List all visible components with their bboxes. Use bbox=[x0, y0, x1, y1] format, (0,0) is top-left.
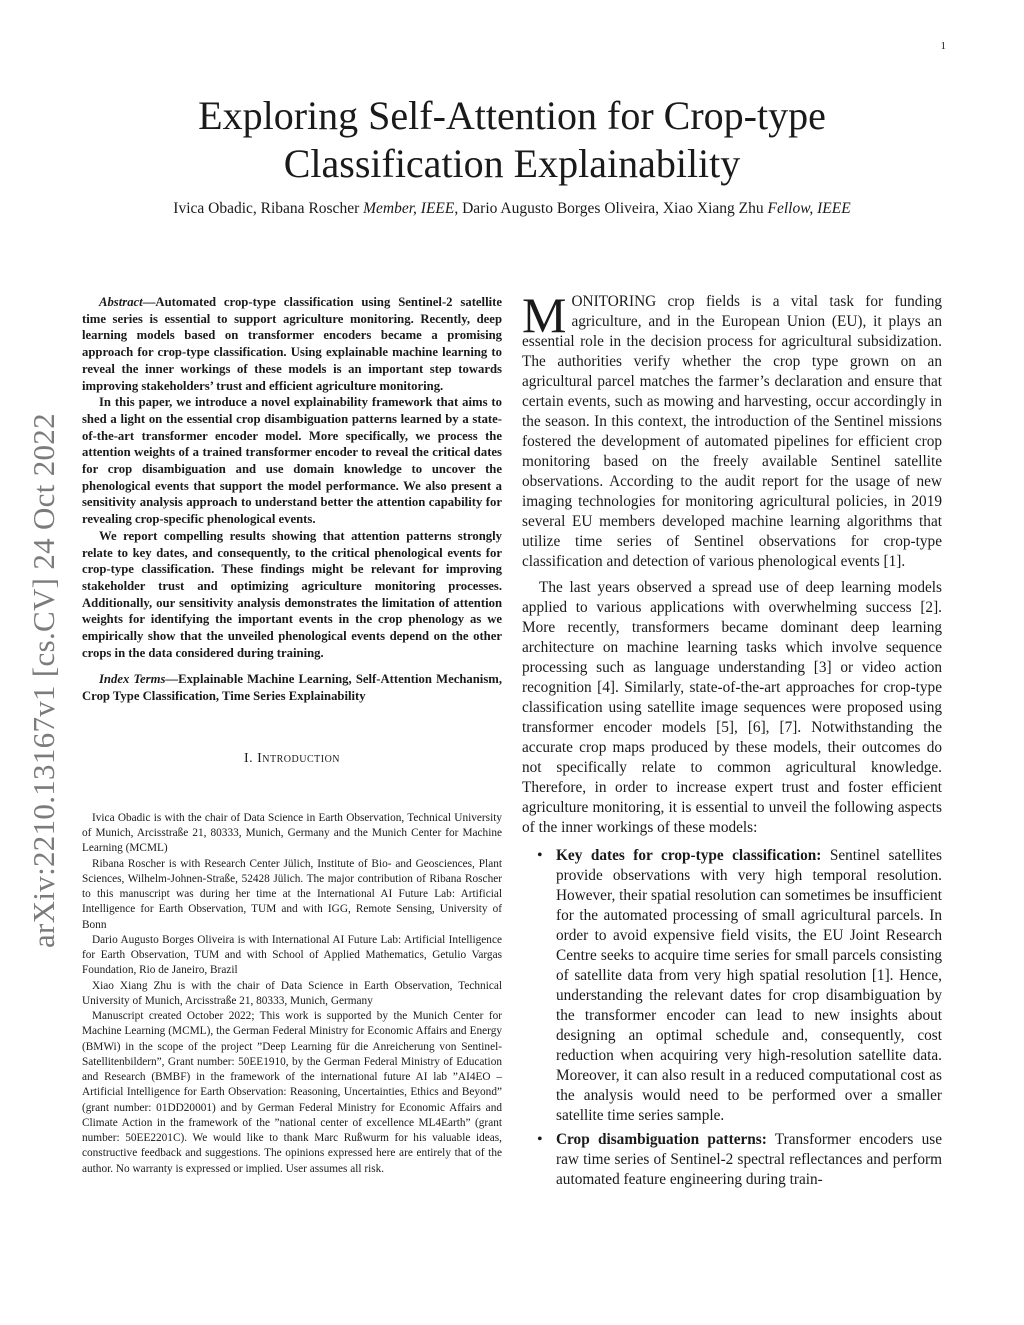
list-item-text: Transformer encoders use raw time series of Sentinel-2 spectral reflectances and perform automated feature engineering during train- bbox=[556, 1131, 942, 1188]
left-column bbox=[82, 294, 502, 1177]
abstract-paragraph-1 bbox=[82, 294, 502, 394]
intro-paragraph-1-text: crop fields is a vital task for funding agriculture, and in the European Union (EU), it plays an essential role in the decision process for agricultural subsidization. The authorities verify whether the crop type grown on an agricultural parcel matches the farmer’s declaration and ensure that certain events, such as mowing and harvesting, occur accordingly in the season. In this context, the introduction of the Sentinel missions fostered the development of automated pipelines for efficient crop monitoring based on the freely available Sentinel satellite observations. According to the audit report for the usage of new imaging technologies for monitoring agricultural policies, in 2019 several EU members developed machine learning algorithms that utilize time series of Sentinel observations for crop-type classification and detection of various phenological events [1]. bbox=[522, 293, 942, 570]
arxiv-identifier-stamp: arXiv:2210.13167v1 [cs.CV] 24 Oct 2022 bbox=[26, 413, 61, 948]
fellow-ieee: Fellow, IEEE bbox=[767, 200, 851, 217]
bullet-icon: • bbox=[537, 847, 543, 864]
index-terms-text: —Explainable Machine Learning, Self-Attention Mechanism, Crop Type Classification, Time Series Explainability bbox=[82, 672, 502, 704]
title-line-1: Exploring Self-Attention for Crop-type bbox=[198, 93, 826, 138]
title-line-2: Classification Explainability bbox=[283, 141, 741, 186]
aspects-list bbox=[522, 846, 942, 1190]
author-list bbox=[60, 199, 964, 219]
intro-paragraph-1 bbox=[522, 287, 942, 572]
authors-part-2: , Dario Augusto Borges Oliveira, Xiao Xiang Zhu bbox=[454, 200, 768, 217]
abstract-paragraph-2: In this paper, we introduce a novel explainability framework that aims to shed a light on the essential crop disambiguation patterns learned by a state-of-the-art transformer encoder model. More specifically, we process the attention weights of a trained transformer encoder to reveal the critical dates for crop disambiguation and use domain knowledge to uncover the phenological events that support the model performance. We also present a sensitivity analysis approach to understand better the attention capability for revealing crop-specific phenological events. bbox=[82, 395, 502, 527]
introduction-body bbox=[522, 287, 942, 838]
abstract-label: Abstract bbox=[99, 295, 143, 309]
author-footnotes bbox=[82, 811, 502, 1177]
footnote-4: Xiao Xiang Zhu is with the chair of Data Science in Earth Observation, Technical University of Munich, Arcisstraße 21, 80333, Munich, Germany bbox=[82, 979, 502, 1007]
index-terms-label: Index Terms bbox=[99, 672, 166, 687]
bullet-icon: • bbox=[537, 1131, 543, 1148]
footnote-1: Ivica Obadic is with the chair of Data Science in Earth Observation, Technical University of Munich, Arcisstraße 21, 80333, Munich, Germany and the Munich Center for Machine Learning (MCML) bbox=[82, 811, 502, 855]
intro-paragraph-2: The last years observed a spread use of deep learning models applied to various applications with overwhelming success [2]. More recently, transformers became dominant deep learning architecture on machine learning tasks which involve sequence processing such as language understanding [3] or video action recognition [4]. Similarly, state-of-the-art approaches for crop-type classification using satellite image sequences were proposed using transformer encoder models [5], [6], [7]. Notwithstanding the accurate crop maps produced by these models, their outcomes do not specifically relate to common agricultural knowledge. Therefore, in order to increase expert trust and foster efficient agriculture monitoring, it is essential to unveil the following aspects of the inner workings of these models: bbox=[522, 579, 942, 836]
paper-title bbox=[80, 92, 944, 188]
authors-part-1: Ivica Obadic, Ribana Roscher bbox=[173, 200, 364, 217]
section-number: I. bbox=[243, 750, 258, 766]
abstract-paragraph-3: We report compelling results showing that attention patterns strongly relate to key dates, and consequently, to the critical phenological events for crop-type classification. These findings might be relevant for improving stakeholder trust and optimizing agriculture monitoring processes. Additionally, our sensitivity analysis demonstrates the limitation of attention weights for identifying the important events in the crop phenology as we empirically show that the unveiled phenological events depend on the other crops in the data considered during training. bbox=[82, 528, 502, 660]
drop-cap: M bbox=[522, 287, 567, 343]
member-ieee: Member, IEEE bbox=[363, 200, 455, 217]
list-item-heading: Key dates for crop-type classification: bbox=[556, 847, 822, 864]
footnote-5: Manuscript created October 2022; This work is supported by the Munich Center for Machine Learning (MCML), the German Federal Ministry for Economic Affairs and Energy (BMWi) in the scope of the project ”Deep Learning für die Anreicherung von Sentinel-Satellitenbildern”, Grant number: 50EE1910, by the German Federal Ministry of Education and Research (BMBF) in the framework of the international future AI lab ”AI4EO – Artificial Intelligence for Earth Observation: Reasoning, Uncertainties, Ethics and Beyond” (grant number: 01DD20001) and by German Federal Ministry for Economic Affairs and Climate Action in the framework of the ”national center of excellence ML4Earth” (grant number: 50EE2201C). We would like to thank Marc Rußwurm for his valuable ideas, constructive feedback and suggestions. The opinions expressed here are entirely that of the author. No warranty is expressed or implied. User assumes all risk. bbox=[82, 1010, 502, 1175]
page-number: 1 bbox=[940, 40, 946, 52]
list-item bbox=[537, 1130, 942, 1190]
abstract-text-1: —Automated crop-type classification using Sentinel-2 satellite time series is essential to support agriculture monitoring. Recently, deep learning models based on transformer encoders became a promising approach for crop-type classification. Using explainable machine learning to reveal the inner workings of these models is an important step towards improving stakeholders’ trust and efficient agriculture monitoring. bbox=[82, 295, 502, 393]
abstract bbox=[82, 294, 502, 661]
list-item-heading: Crop disambiguation patterns: bbox=[556, 1131, 767, 1148]
section-title: Introduction bbox=[257, 750, 341, 766]
intro-first-word: ONITORING bbox=[571, 293, 657, 310]
right-column bbox=[522, 287, 942, 1194]
index-terms bbox=[82, 671, 502, 704]
list-item bbox=[537, 846, 942, 1126]
list-item-text: Sentinel satellites provide observations with very high temporal resolution. However, their spatial resolution can sometimes be insufficient for the automated processing of small agricultural parcels. In order to avoid expensive field visits, the EU Joint Research Centre seeks to acquire time series for small parcels consisting of satellite data from very high spatial resolution [1]. Hence, understanding the relevant dates for crop disambiguation by the transformer encoder can lead to new insights about designing an optimal schedule and, consequently, cost reduction when acquiring very high-resolution satellite data. Moreover, it can also result in a reduced computational cost as the analysis would need to be performed over a smaller satellite time series sample. bbox=[556, 847, 942, 1124]
section-heading-introduction bbox=[82, 749, 502, 769]
footnote-3: Dario Augusto Borges Oliveira is with International AI Future Lab: Artificial Intelligence for Earth Observation, TUM and with School of Applied Mathematics, Getulio Vargas Foundation, Rio de Janeiro, Brazil bbox=[82, 933, 502, 977]
footnote-2: Ribana Roscher is with Research Center Jülich, Institute of Bio- and Geosciences, Plant Sciences, Wilhelm-Johnen-Straße, 52428 Jülich. The major contribution of Ribana Roscher to this manuscript was during her time at the International AI Future Lab: Artificial Intelligence for Earth Observation, TUM and with IGG, Remote Sensing, University of Bonn bbox=[82, 857, 502, 931]
